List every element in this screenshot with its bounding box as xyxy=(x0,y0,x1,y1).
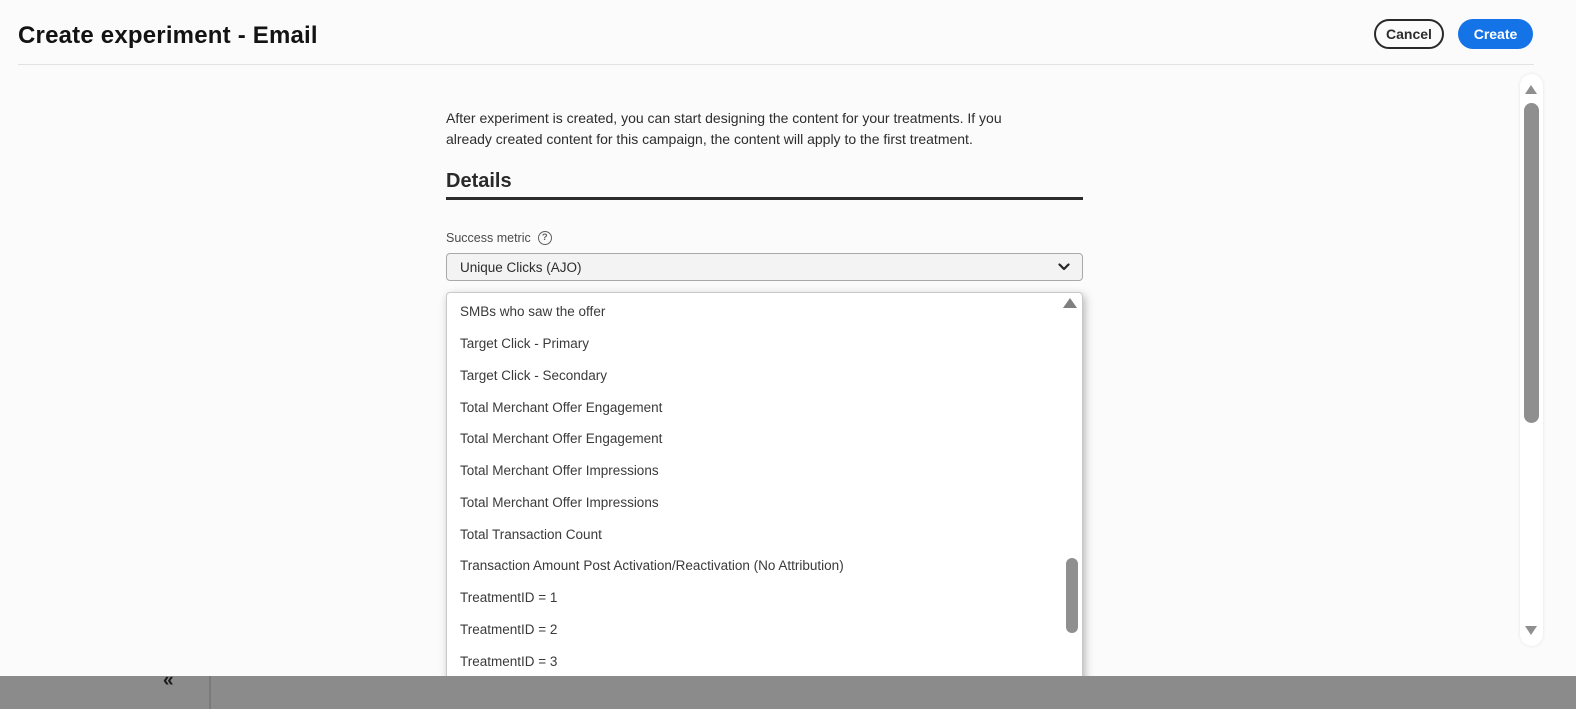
list-item-label: Total Merchant Offer Impressions xyxy=(460,463,659,479)
list-item[interactable] xyxy=(447,360,1062,392)
list-item-label: SMBs who saw the offer xyxy=(460,304,606,320)
success-metric-dropdown xyxy=(446,292,1083,709)
bottom-bar-divider xyxy=(209,676,211,709)
page-scrollbar-thumb[interactable] xyxy=(1524,103,1539,423)
list-item-label: Total Merchant Offer Engagement xyxy=(460,399,663,415)
list-item[interactable] xyxy=(447,645,1062,677)
details-heading-rule xyxy=(446,197,1083,200)
create-button[interactable]: Create xyxy=(1458,19,1533,49)
list-item[interactable] xyxy=(447,582,1062,614)
list-item-label: Target Click - Secondary xyxy=(460,367,608,383)
list-item[interactable] xyxy=(447,550,1062,582)
list-item-label: Total Merchant Offer Engagement xyxy=(460,431,663,447)
details-heading: Details xyxy=(446,170,512,192)
list-item-label: Target Click - Primary xyxy=(460,336,590,352)
page-title: Create experiment - Email xyxy=(18,22,318,49)
scrollbar-up-icon[interactable] xyxy=(1525,85,1537,94)
collapse-panel-icon[interactable]: « xyxy=(163,670,173,691)
intro-text: After experiment is created, you can start designing the content for your treatments. If you already created content for this campaign, the content will apply to the first treatment. xyxy=(446,110,1002,147)
success-metric-picker[interactable] xyxy=(446,253,1083,281)
list-item-label: Transaction Amount Post Activation/Reactivation (No Attribution) xyxy=(460,558,844,574)
page-scrollbar[interactable] xyxy=(1520,74,1543,646)
list-item-label: TreatmentID = 2 xyxy=(460,621,558,637)
bottom-bar xyxy=(0,670,1576,709)
list-item-label: Total Transaction Count xyxy=(460,526,602,542)
list-item[interactable] xyxy=(447,423,1062,455)
list-item[interactable] xyxy=(447,614,1062,646)
list-item-label: TreatmentID = 1 xyxy=(460,590,558,606)
dropdown-list xyxy=(447,296,1062,709)
header-divider xyxy=(18,64,1534,65)
cancel-button[interactable]: Cancel xyxy=(1374,19,1444,49)
list-item[interactable] xyxy=(447,487,1062,519)
scrollbar-down-icon[interactable] xyxy=(1525,626,1537,635)
list-item[interactable] xyxy=(447,391,1062,423)
dropdown-scrollbar-thumb[interactable] xyxy=(1066,558,1078,633)
list-item[interactable] xyxy=(447,518,1062,550)
success-metric-label xyxy=(446,231,552,245)
scroll-up-icon[interactable] xyxy=(1063,298,1077,308)
help-icon[interactable]: ? xyxy=(538,231,552,245)
success-metric-label-text: Success metric xyxy=(446,231,531,245)
list-item[interactable] xyxy=(447,455,1062,487)
list-item-label: TreatmentID = 3 xyxy=(460,653,558,669)
list-item[interactable] xyxy=(447,296,1062,328)
list-item-label: Total Merchant Offer Impressions xyxy=(460,494,659,510)
chevron-down-icon xyxy=(1058,263,1070,271)
list-item[interactable] xyxy=(447,328,1062,360)
picker-selected-value: Unique Clicks (AJO) xyxy=(460,259,582,275)
